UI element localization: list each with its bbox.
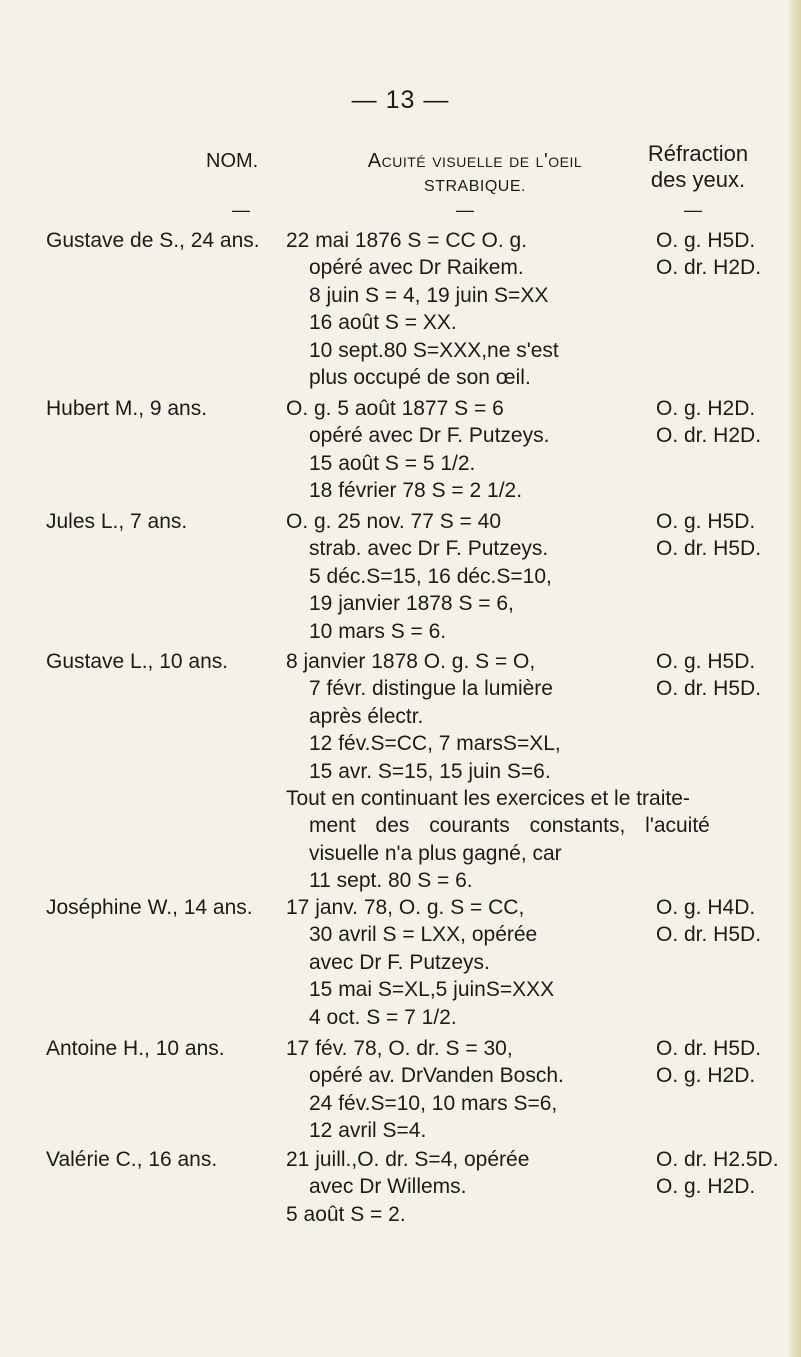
column-header-refraction [618, 141, 778, 193]
acuity-line: avec Dr F. Putzeys. [309, 950, 490, 974]
column-header-acuite [330, 148, 620, 200]
refraction-header-line1: Réfraction [647, 141, 749, 166]
acuity-line: 30 avril S = LXX, opérée [309, 923, 538, 947]
refraction-values [656, 227, 761, 281]
refraction-line: O. dr. H5D. [656, 1037, 762, 1060]
refraction-line: O. g. H2D. [656, 1175, 756, 1198]
acuity-line: 8 janvier 1878 O. g. S = O, [286, 650, 536, 673]
acuity-line: 15 août S = 5 1/2. [309, 451, 476, 475]
refraction-values [656, 648, 761, 702]
acuity-line: 12 avril S=4. [309, 1119, 427, 1143]
acuity-line: plus occupé de son œil. [309, 366, 531, 390]
acuity-line: 15 mai S=XL,5 juinS=XXX [309, 978, 555, 1002]
acuity-line: 12 fév.S=CC, 7 marsS=XL, [309, 732, 561, 756]
refraction-line: O. g. H5D. [656, 650, 756, 673]
acuity-line: Tout en continuant les exercices et le traite- [286, 787, 690, 811]
acuity-line: opéré avec Dr Raikem. [309, 256, 524, 280]
page-edge-shadow [787, 0, 801, 1357]
header-dash: — [684, 200, 702, 220]
refraction-line: O. dr. H5D. [656, 677, 762, 700]
patient-name: Jules L., 7 ans. [46, 510, 188, 533]
acuity-line: 10 sept.80 S=XXX,ne s'est [309, 338, 559, 362]
acuity-line: O. g. 5 août 1877 S = 6 [286, 397, 504, 420]
patient-name: Joséphine W., 14 ans. [46, 896, 253, 919]
acuity-line: ment des courants constants, l'acuité [309, 814, 710, 838]
refraction-line: O. dr. H2.5D. [656, 1148, 779, 1171]
refraction-values [656, 1146, 779, 1200]
patient-name: Valérie C., 16 ans. [46, 1148, 218, 1171]
refraction-line: O. g. H4D. [656, 896, 756, 919]
acuity-line: après électr. [309, 704, 424, 728]
patient-name: Gustave de S., 24 ans. [46, 229, 260, 252]
refraction-values [656, 1035, 761, 1089]
header-dash: — [232, 200, 250, 220]
acuity-line: 8 juin S = 4, 19 juin S=XX [309, 283, 549, 307]
acuity-line: 19 janvier 1878 S = 6, [309, 592, 514, 616]
acuity-line: 7 févr. distingue la lumière [309, 677, 553, 701]
patient-name: Antoine H., 10 ans. [46, 1037, 225, 1060]
acuity-line: 15 avr. S=15, 15 juin S=6. [309, 759, 551, 783]
acuity-line: visuelle n'a plus gagné, car [309, 841, 562, 865]
acuity-line: 5 déc.S=15, 16 déc.S=10, [309, 564, 552, 588]
acuity-line: 24 fév.S=10, 10 mars S=6, [309, 1091, 558, 1115]
refraction-line: O. dr. H2D. [656, 256, 762, 279]
refraction-values [656, 508, 761, 562]
acuity-notes [286, 508, 646, 645]
acuity-line: 22 mai 1876 S = CC O. g. [286, 229, 528, 252]
acuity-line: O. g. 25 nov. 77 S = 40 [286, 510, 502, 533]
acuity-line: opéré avec Dr F. Putzeys. [309, 424, 550, 448]
acuity-line: 10 mars S = 6. [309, 619, 447, 643]
acuity-line: opéré av. DrVanden Bosch. [309, 1064, 564, 1088]
acuite-header-line2: STRABIQUE. [424, 178, 526, 195]
column-header-nom: NOM. [206, 150, 259, 172]
acuity-line: 17 janv. 78, O. g. S = CC, [286, 896, 525, 919]
refraction-line: O. g. H5D. [656, 510, 756, 533]
acuity-notes [286, 227, 646, 391]
patient-name: Gustave L., 10 ans. [46, 650, 229, 673]
acuity-notes [286, 894, 646, 1031]
acuity-line: 17 fév. 78, O. dr. S = 30, [286, 1037, 513, 1060]
acuity-line: 5 août S = 2. [286, 1202, 406, 1226]
refraction-header-line2: des yeux. [650, 167, 746, 192]
acuity-line: 21 juill.,O. dr. S=4, opérée [286, 1148, 530, 1171]
refraction-line: O. g. H2D. [656, 1064, 756, 1087]
acuity-line: 18 février 78 S = 2 1/2. [309, 479, 523, 503]
page-number: — 13 — [351, 86, 450, 114]
acuity-notes [286, 395, 646, 505]
refraction-values [656, 894, 761, 948]
refraction-line: O. dr. H2D. [656, 424, 762, 447]
acuity-notes [286, 1146, 646, 1228]
header-dash: — [456, 200, 474, 220]
refraction-line: O. dr. H5D. [656, 923, 762, 946]
refraction-line: O. g. H5D. [656, 229, 756, 252]
acuity-line: 16 août S = XX. [309, 311, 457, 335]
refraction-line: O. dr. H5D. [656, 537, 762, 560]
refraction-values [656, 395, 761, 449]
acuity-line: 11 sept. 80 S = 6. [309, 869, 473, 893]
acuity-notes [286, 1035, 646, 1145]
acuity-line: strab. avec Dr F. Putzeys. [309, 537, 549, 561]
acuity-line: avec Dr Willems. [309, 1175, 467, 1199]
acuite-header-line1: Acuité visuelle de l'oeil [367, 150, 583, 172]
patient-name: Hubert M., 9 ans. [46, 397, 208, 420]
acuity-line: 4 oct. S = 7 1/2. [309, 1005, 457, 1029]
refraction-line: O. g. H2D. [656, 397, 756, 420]
